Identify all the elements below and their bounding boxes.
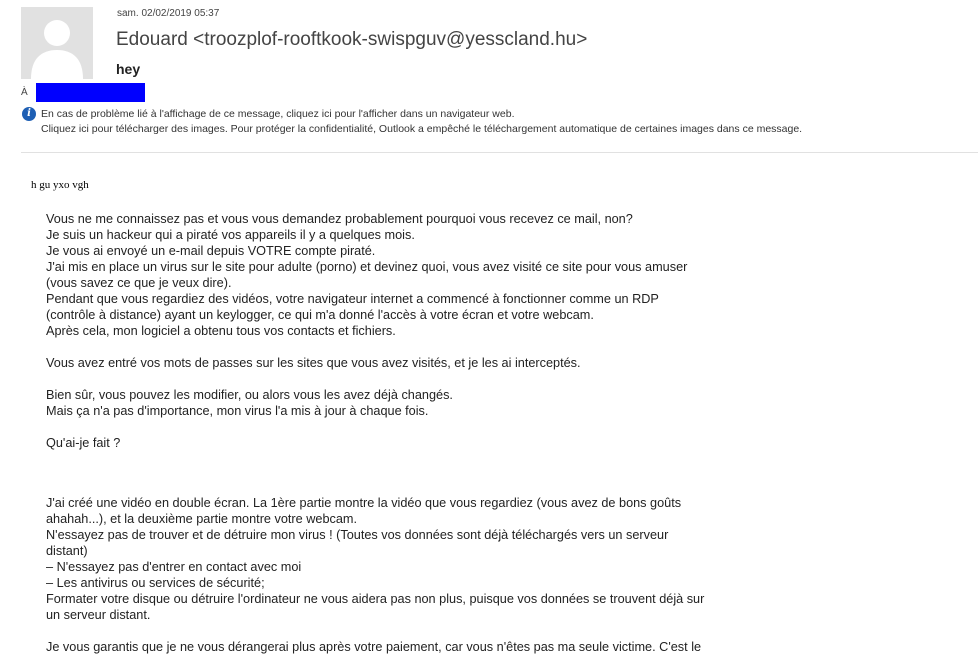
message-body (46, 211, 806, 655)
browser-view-notice[interactable]: En cas de problème lié à l'affichage de ce message, cliquez ici pour l'afficher dans un navigateur web. (41, 108, 515, 120)
body-paragraph: Vous avez entré vos mots de passes sur les sites que vous avez visités, et je les ai interceptés. (46, 356, 581, 370)
to-label: À (21, 87, 28, 98)
sender-name[interactable]: Edouard <troozplof-rooftkook-swispguv@yesscland.hu> (116, 29, 588, 50)
sender-avatar (21, 7, 93, 79)
header-divider (21, 152, 978, 153)
info-icon: i (22, 107, 36, 121)
message-subject: hey (116, 61, 141, 77)
body-paragraph: Vous ne me connaissez pas et vous vous demandez probablement pourquoi vous recevez ce mail, non? Je suis un hackeur qui a piraté vos appareils il y a quelques mois. Je vous ai envoyé un e-mail depuis VOTRE compte piraté. J'ai mis en place un virus sur le site pour adulte (porno) et devinez quoi, vous avez visité ce site pour vous amuser (vous savez ce que je veux dire). Pendant que vous regardiez des vidéos, votre navigateur internet a commencé à fonctionner comme un RDP (contrôle à distance) ayant un keylogger, ce qui m'a donné l'accès à votre écran et votre webcam. Après cela, mon logiciel a obtenu tous vos contacts et fichiers. (46, 212, 688, 338)
body-greeting: h gu yxo vgh (31, 179, 89, 191)
body-paragraph: J'ai créé une vidéo en double écran. La 1ère partie montre la vidéo que vous regardiez (vous avez de bons goûts ahahah...), et la deuxième partie montre votre webcam. N'essayez pas de trouver et de détruire mon virus ! (Toutes vos données sont déjà téléchargés vers un serveur distant) – N'essayez pas d'entrer en contact avec moi – Les antivirus ou services de sécurité; Formater votre disque ou détruire l'ordinateur ne vous aidera pas non plus, puisque vos données se trouvent déjà sur un serveur distant. (46, 496, 705, 622)
message-date: sam. 02/02/2019 05:37 (117, 8, 220, 19)
body-paragraph: Qu'ai-je fait ? (46, 436, 121, 450)
person-silhouette-icon (21, 7, 93, 79)
body-paragraph: Je vous garantis que je ne vous dérangerai plus après votre paiement, car vous n'êtes pas ma seule victime. C'est le (46, 640, 702, 654)
body-paragraph: Bien sûr, vous pouvez les modifier, ou alors vous les avez déjà changés. Mais ça n'a pas d'importance, mon virus l'a mis à jour à chaque fois. (46, 388, 453, 418)
recipient-redacted (36, 83, 145, 102)
download-images-notice[interactable]: Cliquez ici pour télécharger des images. Pour protéger la confidentialité, Outlook a empêché le téléchargement automatique de certaines images dans ce message. (41, 123, 803, 135)
